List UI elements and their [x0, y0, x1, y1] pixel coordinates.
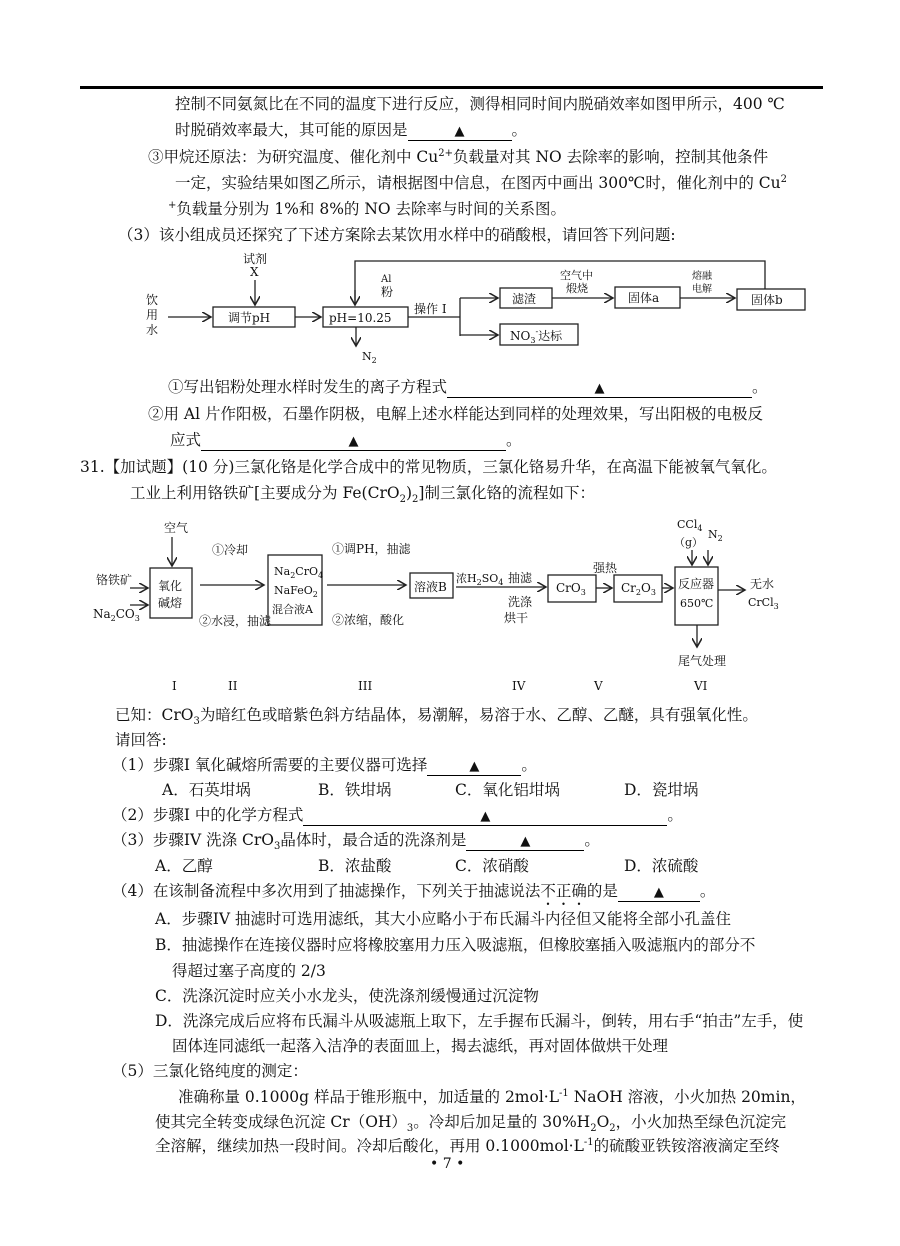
label-concentrate: ②浓缩，酸化: [332, 613, 405, 627]
label-water: 水: [146, 323, 159, 337]
label-adjust-ph: 调节pH: [228, 311, 271, 325]
answer-blank[interactable]: ▲: [201, 433, 506, 451]
option[interactable]: A．石英坩埚: [162, 781, 251, 799]
label-electrolysis: 熔融: [692, 271, 712, 282]
label-mixture-a: 混合液A: [272, 603, 313, 616]
label-h2so4: 浓$H_2SO_4$: [456, 572, 504, 587]
page-number: • 7 •: [430, 1156, 465, 1172]
label-reagent: 试剂: [243, 252, 268, 266]
question-31-heading: 31.【加试题】(10 分)三氯化铬是化学合成中的常见物质，三氯化铬易升华，在高温下能被氧气氧化。: [80, 458, 777, 476]
label-gas: （g）: [674, 536, 704, 549]
step-label: I: [172, 679, 177, 693]
question-5: （5）三氯化铬纯度的测定：: [112, 1062, 308, 1080]
text-line: 一定，实验结果如图乙所示，请根据图中信息，在图丙中画出 300℃时，催化剂中的 Cu$^2$: [175, 173, 787, 192]
label-reactor-temp: 650℃: [680, 597, 714, 610]
label-crcl3: CrCl$_3$: [748, 596, 779, 611]
answer-blank[interactable]: ▲: [466, 833, 584, 851]
label-al: 粉: [381, 285, 394, 299]
text-line: ②用 Al 片作阳极，石墨作阴极，电解上述水样能达到同样的处理效果，写出阳极的电极反: [148, 405, 764, 423]
text-line: +负载量分别为 1%和 8%的 NO 去除率与时间的关系图。: [168, 199, 567, 218]
option[interactable]: A．步骤IV 抽滤时可选用滤纸，其大小应略小于布氏漏斗内径但又能将全部小孔盖住: [155, 910, 731, 928]
label-solid-b: 固体b: [751, 293, 783, 307]
label-na2co3: $Na_2CO_3$: [93, 607, 140, 623]
label-oxidation: 氧化: [158, 579, 183, 593]
text-line: 已知：CrO$_3$为暗红色或暗紫色斜方结晶体，易潮解，易溶于水、乙醇、乙醚，具有强氧化性。: [115, 706, 758, 728]
label-na2cro4: $Na_2CrO_4$: [274, 565, 324, 580]
label-no3: $NO_3^-$达标: [510, 327, 563, 345]
question-4: （4）在该制备流程中多次用到了抽滤操作，下列关于抽滤说法不正确的是 ▲ 。: [112, 882, 716, 900]
label-solid-a: 固体a: [628, 291, 660, 305]
question-3: （3）步骤IV 洗涤 CrO$_3$晶体时，最合适的洗涤剂是 ▲ 。: [112, 831, 600, 853]
option[interactable]: A．乙醇: [155, 857, 213, 875]
answer-blank[interactable]: ▲: [303, 808, 667, 826]
label-adjust: ①调PH，抽滤: [332, 542, 411, 556]
label-calcine: 空气中: [560, 269, 593, 282]
answer-blank[interactable]: ▲: [447, 380, 752, 398]
text-line: ①写出铝粉处理水样时发生的离子方程式 ▲ 。: [168, 378, 768, 396]
label-cro3: CrO$_3$: [556, 581, 586, 597]
label-ore: 铬铁矿: [96, 573, 133, 587]
label-air: 空气: [164, 521, 189, 535]
text-line: 时脱硝效率最大，其可能的原因是 ▲ 。: [175, 121, 528, 139]
text-line: 全溶解，继续加热一段时间。冷却后酸化，再用 $0.1000mol\cdot L^{-1}$的硫酸亚铁铵溶液滴定至终: [155, 1136, 780, 1155]
option[interactable]: D．洗涤完成后应将布氏漏斗从吸滤瓶上取下，左手握布氏漏斗，倒转，用右手“拍击”左手，使: [155, 1012, 804, 1030]
label-product: 无水: [750, 577, 775, 591]
step-label: II: [228, 679, 238, 693]
text-line: 使其完全转变成绿色沉淀 $Cr(OH)_3$。冷却后加足量的 $30\%H_2O_2$，小火加热至绿色沉淀完: [155, 1113, 787, 1135]
label-leach: ②水浸，抽滤: [199, 614, 272, 628]
label-electrolysis: 电解: [692, 284, 712, 295]
label-water: 饮: [146, 293, 159, 307]
label-wash: 洗涤: [508, 595, 533, 609]
option-continued: 固体连同滤纸一起落入洁净的表面皿上，揭去滤纸，再对固体做烘干处理: [172, 1037, 669, 1055]
label-calcine: 煅烧: [566, 282, 588, 295]
option[interactable]: D．浓硫酸: [624, 857, 699, 875]
option[interactable]: C．氧化铝坩埚: [455, 781, 560, 799]
label-operation-1: 操作 I: [414, 302, 447, 316]
question-2: （2）步骤I 中的化学方程式 ▲ 。: [112, 806, 683, 824]
option[interactable]: B．铁坩埚: [318, 781, 392, 799]
option[interactable]: C．浓硝酸: [455, 857, 529, 875]
text-line: 控制不同氨氮比在不同的温度下进行反应，测得相同时间内脱硝效率如图甲所示，400 ℃: [175, 95, 785, 113]
answer-blank[interactable]: ▲: [427, 758, 521, 776]
label-oxidation: 碱熔: [158, 596, 183, 610]
label-ph: pH=10.25: [329, 311, 392, 325]
label-nafeo2: NaFeO$_2$: [274, 584, 318, 599]
label-cool: ①冷却: [212, 543, 249, 557]
answer-blank[interactable]: ▲: [408, 123, 512, 141]
option[interactable]: B．浓盐酸: [318, 857, 392, 875]
text-line: ③甲烷还原法：为研究温度、催化剂中 $Cu^{2+}$负载量对其 NO 去除率的影响，控制其他条件: [148, 147, 769, 166]
answer-blank[interactable]: ▲: [618, 884, 700, 902]
text-line: （3）该小组成员还探究了下述方案除去某饮用水样中的硝酸根，请回答下列问题:: [118, 226, 676, 244]
label-n2: $N_2$: [362, 350, 377, 365]
label-heat: 强热: [593, 561, 618, 575]
step-label: IV: [512, 679, 526, 693]
text-line: 应式 ▲ 。: [170, 431, 522, 449]
text-line: 请回答:: [115, 731, 167, 749]
label-al: Al: [381, 274, 392, 285]
label-reactor: 反应器: [678, 577, 715, 591]
step-label: VI: [694, 679, 708, 693]
text-line: 准确称量 0.1000g 样品于锥形瓶中，加适量的 $2mol\cdot L^{-1}$ NaOH 溶液，小火加热 20min，: [178, 1087, 806, 1106]
label-water: 用: [146, 308, 159, 322]
step-label: III: [358, 679, 373, 693]
label-residue: 滤渣: [512, 292, 537, 306]
label-cr2o3: $Cr_2O_3$: [621, 581, 656, 597]
label-tail-gas: 尾气处理: [678, 654, 727, 668]
option-continued: 得超过塞子高度的 2/3: [172, 962, 326, 980]
step-label: V: [594, 679, 603, 693]
label-solution-b: 溶液B: [414, 580, 447, 594]
option[interactable]: D．瓷坩埚: [624, 781, 699, 799]
option[interactable]: C．洗涤沉淀时应关小水龙头，使洗涤剂缓慢通过沉淀物: [155, 987, 539, 1005]
label-n2: $N_2$: [708, 528, 723, 543]
label-reagent: X: [250, 265, 259, 279]
text-line: 工业上利用铬铁矿[主要成分为 $Fe(CrO_2)_2$]制三氯化铬的流程如下：: [130, 484, 595, 506]
label-ccl4: CCl$_4$: [677, 518, 703, 533]
question-1: （1）步骤I 氧化碱熔所需要的主要仪器可选择 ▲ 。: [112, 756, 537, 774]
label-dry: 烘干: [504, 611, 529, 625]
label-filter: 抽滤: [508, 571, 533, 585]
option[interactable]: B．抽滤操作在连接仪器时应将橡胶塞用力压入吸滤瓶，但橡胶塞插入吸滤瓶内的部分不: [155, 936, 756, 954]
